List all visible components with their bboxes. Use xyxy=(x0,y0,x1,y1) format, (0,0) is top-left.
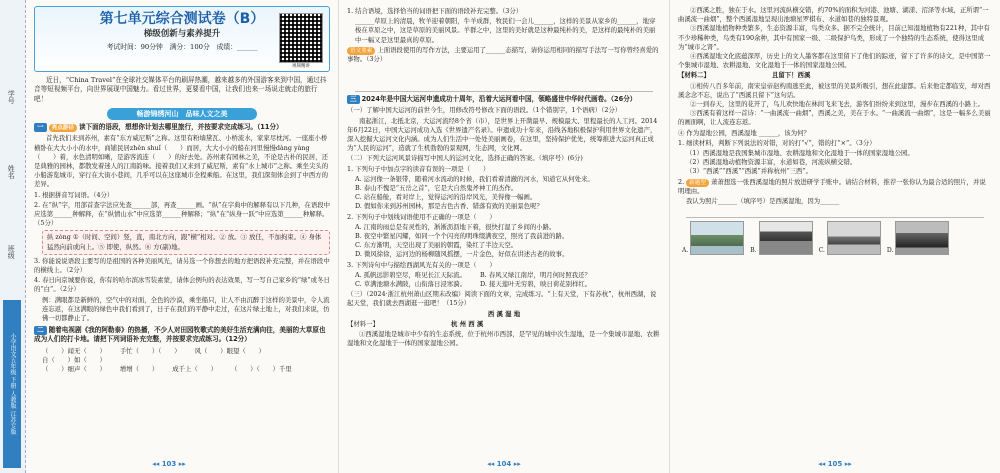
question-3: 3. 你能说说语段主要写的是祖国的各种美丽风光，请另选一个你想去的地方把语段补充完整，并在语段中的横线上。（2分） xyxy=(34,256,330,275)
section-3-part-2: （二）下列大运河风景诗描写中国人的运河文化，选择正确的答案。（填序号）(6分) xyxy=(347,154,583,163)
mc2-option[interactable]: C. 东方渐明，天空出现了美丽的朝霞，染红了半边天空。 xyxy=(355,241,518,250)
exam-meta: 考试时间：90分钟 满分：100分 成绩：______ xyxy=(106,43,258,51)
section-2-number: 二 xyxy=(34,326,47,335)
section-1-tag: 亮点游径 xyxy=(49,124,77,132)
section-2-title: 随着电视剧《我的阿勒泰》的热播，不少人对田园牧歌式的美好生活充满向往，美丽的大草原也成为人们的打卡地。请把下列词语补充完整，并按要求完成练习。（12分） xyxy=(34,326,326,344)
mc2-option[interactable]: A. 江南的雨总是有灵性的，淅淅沥沥地下着，很快打湿了乡间的小路。 xyxy=(355,222,556,231)
lake-photo-icon xyxy=(827,221,881,255)
page-number-text: 103 xyxy=(161,459,177,468)
page-number-103: ◂◂ 103 ▸▸ xyxy=(152,459,186,468)
dictionary-box: 纵 zòng ①（时间、空间）竖，直，南北方向，跟“横”相对。② 放。③ 放任，不加拘束。④ 身体猛然向前或向上。⑤ 即使，纵然。⑥ 方(副)地。 xyxy=(42,230,330,254)
question-1: 1. 根据拼音写词语。（4分） xyxy=(34,190,114,199)
mc1-option[interactable]: A. 运河像一条银带，随着河水流动的时候，我们看着清澈的河水，知道它从何处来。 xyxy=(355,174,594,183)
mc3-options xyxy=(347,271,661,289)
question-6-tag: 语文要素 xyxy=(347,47,375,55)
section-2-heading xyxy=(34,326,330,344)
page-104 xyxy=(338,0,669,473)
article-paragraph-1: ①西溪湿地是城市中少有的生态系统，位于杭州市西部，是罕见的城中次生湿地，是一个集城市湿地、农耕湿地和文化湿地于一体的国家湿地公园。 xyxy=(347,330,660,348)
page-number-text: 104 xyxy=(496,459,512,468)
article-paragraph-2: ②西溪之胜，独在于水。这里河流纵横交错，约70%的面积为河港、池塘、湖漾、沼泽等水域，正所谓“一曲溪流一曲烟”，整个西溪湿地呈现出池塘星罗棋布、水道如巷的独特景观。 xyxy=(678,6,989,24)
photo-option-d[interactable] xyxy=(887,221,950,255)
judge-item[interactable]: （3）“西溪”“西溪”“西溪”并称杭州“三西”。 xyxy=(686,167,813,176)
page-number-105: ◂◂ 105 ▸▸ xyxy=(818,459,852,468)
photo-option-label: A. xyxy=(682,247,689,255)
qr-caption: 视频精讲 xyxy=(292,64,310,69)
section-3-passage: 南起浙江，北抵北京，大运河流经8个省（市），是世界上开凿最早、规模最大、里程最长的人工河。2014年6月22日，中国大运河成功入选《世界遗产名录》。申遗成功十年来，沿线各地积极保护利用世界文化遗产，深入挖掘大运河文化内涵。成为人们生活中一处处美丽画卷，在这里，坚持保护优先，统筹推进大运河真正成为“人民的运河”，造就了生机勃勃的景观网，生态网，文化网。 xyxy=(347,116,658,153)
section-1-title: 读下面的语段，想想你计划去哪里旅行，并按要求完成练习。（11分） xyxy=(78,123,283,132)
section-3-title: 2024年是中国大运河申遗成功十周年，沿着大运河看中国，领略盛世中华时代画卷。（26分） xyxy=(361,95,637,104)
material-2-paragraph-1: ①相传八百多年前，南宋皇帝赵构南逃至此，被这里的美景所吸引，想在此建都。后来他定都临安，却对西溪念念不忘，说出了“西溪且留下”这句话。 xyxy=(678,81,991,99)
mc-question-3: 3. 下列诗句中与描绘西湖风光有关的一项是（ ） xyxy=(347,260,496,269)
page-103 xyxy=(0,0,338,473)
word-fill-row-1 xyxy=(34,347,330,365)
mc2-option[interactable]: D. 微风徐徐，运河边的杨柳随风摇摆，一片金色，好似在讲述古老的故事。 xyxy=(355,250,569,259)
material-2-question: ④ 作为湿地公园，西溪湿地 ______，该为何？ xyxy=(678,128,810,137)
material-1-label: 【材料一】 xyxy=(347,319,379,328)
section-1-passage: 首先我们来到苏州，素有“东方威尼斯”之称。这里有粉墙黛瓦、小桥流水，家家尽枕河。一座座小桥横卧在大大小小的水中，商铺民居zhěn shuǐ（ ）而居，大大小小的船在河里慢慢dàng yàng（ ）着，水色清明如晰，是游客流连（ ）的好去处。苏州素有园林之美，不论是古朴的民居，还是典雅的园林，都散发着迷人的江南韵味。接着我们又来到了威尼斯，素有“水上城市”之称。乘坐尖头的小船游览城市，穿行在大街小巷间，几乎可以在这座城市全程乘船。在这里，我们深刻体会到了中西方的差异。 xyxy=(34,134,329,189)
mc-question-1: 1. 下列句子中加点字的读音有误的一项是（ ） xyxy=(347,164,490,173)
material-1-heading xyxy=(347,320,661,329)
question-5-text: ______草原上的清晨，牧羊迎着朝阳，牛羊成群，牧民们一会儿______，这样的美景从家乡的______，地穿梭在草原之中，这是草原的美丽风景。羊群之中，这里的美好就是这种最纯朴的美，是这样的最纯朴的美丽中一幅又是这里最真的草原。 xyxy=(355,17,656,44)
sidebar-label-id: 学号 xyxy=(7,90,16,104)
word-fill[interactable]: 增增（ ） xyxy=(119,365,159,374)
page-105 xyxy=(669,0,1000,473)
mc3-option[interactable]: C. 草满池塘水满陂，山衔落日浸寒漪。 xyxy=(355,280,466,289)
article-paragraph-3: ③西溪湿地植物种类繁多，生态资源丰富，鸟类众多。据不完全统计，目前已知湿地植物有221种，其中有不少珍稀种类，鸟类有190余种，其中有国家一级、二级保护鸟类，形成了一个独特的生态系统，使得这里成为“城市之肾”。 xyxy=(678,24,990,51)
question-2: 2. 在“纵”字，用部首查字法应先查______部，再查______画。“纵”在字典中的解释有以下几种，在语段中应选第______种解释，在“纵情山水”中应选第______种解释；“纵”在“纵身一跃”中应选第______种解释。（5分） xyxy=(34,200,330,228)
sidebar-label-name: 姓名 xyxy=(7,165,16,179)
photo-question-tag: 新题型 xyxy=(686,179,709,187)
section-3-heading xyxy=(347,95,661,104)
word-fill[interactable]: （ ）细声（ ） xyxy=(42,365,106,374)
word-fill[interactable]: 手忙（ ）（ ） xyxy=(119,346,181,355)
section-1-heading xyxy=(34,123,330,132)
section-3-part-1: （一）了解中国大运河的前世今生，用修改符号修改下面的语段。（1个错别字，1个语病）（2分） xyxy=(347,106,622,115)
qr-code-icon[interactable] xyxy=(279,13,323,63)
photo-option-a[interactable] xyxy=(682,221,744,255)
question-4-example: 例：满眼都是新鲜的，空气中的对面，全色的沙漠，乘坐船只，让人不由沉醉于这样的美景中，令人流连忘返，在这满眼的绿色中我们看到了，日子在我们的平静中走过，在这片绿土地上，对我们来说，仿佛一切都静止了。 xyxy=(42,295,330,323)
photo-question: 2. 新题型 萧萧想选一张西溪湿地的照片放进研学手账中。请结合材料，推荐一张你认为最合适的照片，并说明理由。 xyxy=(678,177,986,195)
word-fill[interactable]: （ ）（ ）千里 xyxy=(230,365,292,374)
word-fill[interactable]: 自（ ）如（ ） xyxy=(42,355,106,364)
word-fill[interactable]: 风（ ）眼望（ ） xyxy=(194,346,265,355)
photo-option-c[interactable] xyxy=(819,221,881,255)
material-2-paragraph-2: ②一到春天，这里的花开了，鸟儿欢快地在林间飞来飞去，游客们纷纷来到这里，漫步在西溪的小路上。 xyxy=(690,100,984,109)
mc2-option[interactable]: B. 夜空中繁星闪耀，如同一个个闪亮的明珠缀满夜空，照亮了我前进的路。 xyxy=(355,232,569,241)
photo-options xyxy=(678,221,992,255)
sidebar-book-bar: 小学语文五年级 下册 人教版 江苏专版 xyxy=(3,300,21,468)
material-2-title: 且留下！西溪 xyxy=(772,71,811,80)
section-3-part-3: （三）（2024·浙江杭州萧山区期末改编）阅读下面的文章，完成练习。“上有天堂，下有苏杭”，杭州西湖，说起天堂，我们就去西湖逛一逛吧！（15分） xyxy=(347,290,657,308)
question-6-text: 上面语段使用的写作方法，主要运用了______态描写，请你运用相同的描写手法写一写你曾经喜爱的事物。（3分） xyxy=(347,45,659,64)
wetland-photo-icon xyxy=(690,221,744,255)
judge-item[interactable]: （1）西溪湿地是我国集城市湿地、农耕湿地和文化湿地于一体的国家湿地公园。 xyxy=(686,149,914,158)
page-subtitle: 梯级创新与素养提升 xyxy=(143,29,221,39)
sidebar-label-class: 班级 xyxy=(7,245,16,259)
mc3-option[interactable]: A. 孤帆远影碧空尽，唯见长江天际流。 xyxy=(355,270,466,279)
question-6 xyxy=(347,46,661,64)
section-3-number: 三 xyxy=(347,95,360,104)
material-2-heading xyxy=(678,71,992,80)
photo-option-label: C. xyxy=(818,247,825,255)
mountain-photo-icon xyxy=(895,221,949,255)
mc1-option[interactable]: D. 假如你来到苏州园林，那是古色古香、错落有致的美丽景色呢？ xyxy=(355,202,543,211)
judge-question: 1. 细读材料，判断下列说法的对错，对的打“√”，错的打“×”。（3分） xyxy=(678,138,876,147)
question-4: 4. 春日向京城要你说，你有的哈尔滨冰雪装素蒙，请体会例句的表达效果，写一写自己家乡的“绿”或冬日的“白”。（2分） xyxy=(34,276,330,294)
mc-question-2: 2. 下列句子中划线词语使用不正确的一项是（ ） xyxy=(347,212,496,221)
judge-item[interactable]: （2）西溪湿地动植物资源丰富，水道如巷，河流纵横交错。 xyxy=(686,158,857,167)
article-paragraph-4: ④西溪湿地文化底蕴深厚，历史上的文人墨客都在这里留下了他们的踪迹，留下了许多的诗文，是中国第一个集城市湿地、农耕湿地、文化湿地于一体的国家湿地公园。 xyxy=(678,52,991,70)
photo-option-label: B. xyxy=(750,247,757,255)
word-fill[interactable]: 成千上（ ） xyxy=(172,365,217,374)
answer-line[interactable] xyxy=(686,208,984,218)
city-photo-icon xyxy=(759,221,813,255)
page-title: 第七单元综合测试卷（B） xyxy=(99,11,265,27)
mc3-option[interactable]: D. 接天莲叶无穷碧，映日荷花别样红。 xyxy=(479,280,592,289)
section-banner: 畅游锦绣河山 品味人文之美 xyxy=(107,108,257,120)
answer-lines[interactable] xyxy=(355,66,653,92)
photo-question-text: 萧萧想选一张西溪湿地的照片放进研学手账中。请结合材料，推荐一张你认为最合适的照片，并说明理由。 xyxy=(678,177,986,195)
intro-paragraph: 近日，“China Travel”在全球社交媒体平台的刷屏热潮，越来越多的外国游客来到中国，通过抖音等短视频平台，向世界展现中国魅力。看过世界，更要看中国，让我们也来一场说走就走的旅行吧！ xyxy=(34,76,327,103)
article-title: 西 溪 湿 地 xyxy=(487,309,521,318)
mc3-option[interactable]: B. 春风又绿江南岸，明月何时照我还？ xyxy=(479,270,591,279)
photo-option-label: D. xyxy=(886,247,894,255)
test-header xyxy=(34,6,330,72)
page-number-104: ◂◂ 104 ▸▸ xyxy=(487,459,521,468)
photo-option-b[interactable] xyxy=(750,221,812,255)
mc1-option[interactable]: B. 泰山不愧是“五岳之首”，它是大自然鬼斧神工的杰作。 xyxy=(355,184,518,193)
question-5: 1. 结合语境，选择恰当的词语把下面的语段补充完整。（3分） xyxy=(347,7,523,15)
material-2-paragraph-3: ③西溪有着这样一首诗：“一曲溪流一曲烟”，西溪之美，美在于水。“一曲溪流一曲烟”，这是一幅多么美丽的画面啊，让人流连忘返。 xyxy=(678,109,991,127)
word-fill[interactable]: （ ）闻无（ ） xyxy=(42,346,106,355)
material-1-title: 杭 州 西 溪 xyxy=(451,319,484,328)
section-1-number: 一 xyxy=(34,123,47,132)
photo-answer-fill[interactable]: 我认为照片______（填序号）是西溪湿地，因为______ xyxy=(686,197,840,206)
binding-sidebar xyxy=(0,0,26,473)
page-number-text: 105 xyxy=(827,459,843,468)
mc1-option[interactable]: C. 站在船舱，看对岸上，觉得运河的沿岸风光，美得像一幅画。 xyxy=(355,193,537,202)
word-fill-row-2 xyxy=(34,365,330,374)
material-2-label: 【材料二】 xyxy=(678,71,710,80)
